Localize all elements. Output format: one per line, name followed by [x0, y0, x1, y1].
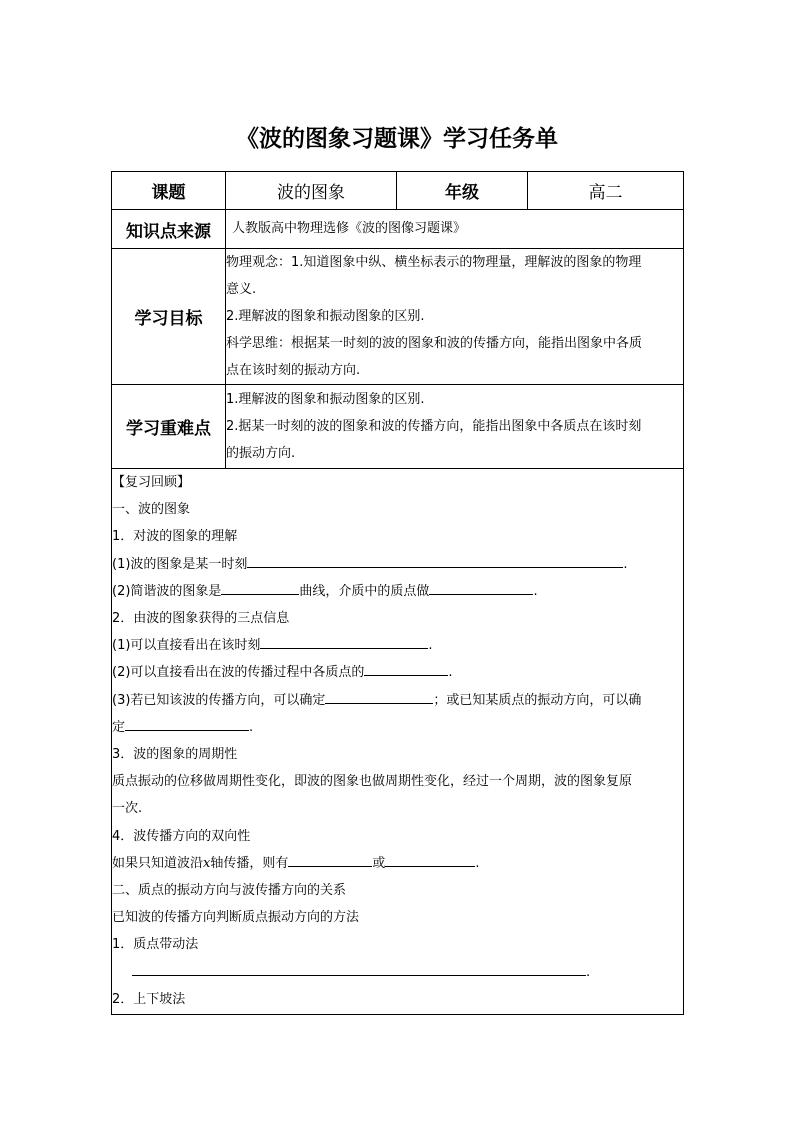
body-line: 一次. [112, 801, 143, 817]
blank-field[interactable] [325, 688, 433, 704]
key-points-row [112, 385, 684, 469]
method-2-title: 2．上下坡法 [112, 991, 186, 1007]
period: . [428, 638, 433, 654]
grade-label: 年级 [397, 172, 528, 210]
grade-value: 高二 [528, 172, 684, 210]
period: . [533, 583, 538, 599]
topic-label: 课题 [112, 172, 226, 210]
subsection-3-title: 3．波的图象的周期性 [112, 747, 238, 763]
goals-content [226, 249, 684, 385]
blank-field[interactable] [125, 715, 249, 731]
period: . [586, 964, 591, 980]
blank-field[interactable] [221, 579, 299, 595]
blank-field[interactable] [288, 851, 372, 867]
blank-field[interactable] [260, 633, 428, 649]
fill-line [112, 632, 683, 659]
goals-label: 学习目标 [112, 249, 226, 385]
section-1-title: 一、波的图象 [112, 502, 191, 518]
x-variable: x [203, 855, 211, 871]
page-title: 《波的图象习题课》学习任务单 [236, 126, 558, 152]
section-2-subtitle: 已知波的传播方向判断质点振动方向的方法 [112, 910, 360, 926]
period: . [448, 665, 453, 681]
key-point-line: 1.理解波的图象和振动图象的区别. [226, 392, 425, 407]
period: . [623, 556, 628, 572]
period: . [475, 855, 480, 871]
key-points-content [226, 385, 684, 469]
blank-field[interactable] [429, 579, 533, 595]
fill-text: (1)可以直接看出在该时刻 [112, 638, 261, 654]
goals-row [112, 249, 684, 385]
goals-line: 意义. [226, 282, 257, 297]
source-label: 知识点来源 [112, 210, 226, 249]
fill-text: 曲线，介质中的质点做 [299, 583, 430, 599]
fill-line [112, 687, 683, 714]
fill-text: 定 [112, 719, 126, 735]
blank-field[interactable] [385, 851, 475, 867]
fill-line [112, 850, 683, 877]
method-1-title: 1．质点带动法 [112, 937, 199, 953]
key-points-label: 学习重难点 [112, 385, 226, 469]
key-point-line: 的振动方向. [226, 446, 296, 461]
task-sheet-table [111, 171, 684, 1015]
fill-text: 或 [372, 855, 386, 871]
review-row [112, 469, 684, 1015]
fill-text: 轴传播，则有 [210, 855, 289, 871]
review-heading: 【复习回顾】 [112, 475, 191, 490]
source-row [112, 210, 684, 249]
topic-value: 波的图象 [226, 172, 397, 210]
source-value: 人教版高中物理选修《波的图像习题课》 [226, 210, 684, 249]
period: . [249, 719, 254, 735]
fill-text: (2)可以直接看出在波的传播过程中各质点的 [112, 665, 365, 681]
goals-line: 点在该时刻的振动方向. [226, 363, 361, 378]
fill-line [112, 659, 683, 686]
fill-text: ；或已知某质点的振动方向，可以确 [433, 692, 642, 708]
fill-text: (1)波的图象是某一时刻 [112, 556, 248, 572]
fill-text: (3)若已知该波的传播方向，可以确定 [112, 692, 326, 708]
goals-line: 科学思维：根据某一时刻的波的图象和波的传播方向，能指出图象中各质 [226, 336, 643, 351]
fill-text: (2)简谐波的图象是 [112, 583, 222, 599]
subsection-4-title: 4．波传播方向的双向性 [112, 828, 251, 844]
review-content [112, 469, 684, 1015]
key-point-line: 2.据某一时刻的波的图象和波的传播方向，能指出图象中各质点在该时刻 [226, 419, 642, 434]
subsection-1-title: 1．对波的图象的理解 [112, 529, 238, 545]
fill-line [112, 714, 683, 741]
fill-line [112, 551, 683, 578]
fill-text: 如果只知道波沿 [112, 855, 204, 871]
subsection-2-title: 2．由波的图象获得的三点信息 [112, 611, 290, 627]
fill-line [112, 959, 683, 986]
blank-field[interactable] [364, 660, 448, 676]
blank-field[interactable] [247, 552, 623, 568]
goals-line: 物理观念：1.知道图象中纵、横坐标表示的物理量，理解波的图象的物理 [226, 255, 642, 270]
fill-line [112, 578, 683, 605]
topic-row [112, 172, 684, 210]
section-2-title: 二、质点的振动方向与波传播方向的关系 [112, 883, 347, 899]
body-line: 质点振动的位移做周期性变化，即波的图象也做周期性变化，经过一个周期，波的图象复原 [112, 774, 633, 790]
blank-field[interactable] [132, 960, 586, 976]
goals-line: 2.理解波的图象和振动图象的区别. [226, 309, 425, 324]
